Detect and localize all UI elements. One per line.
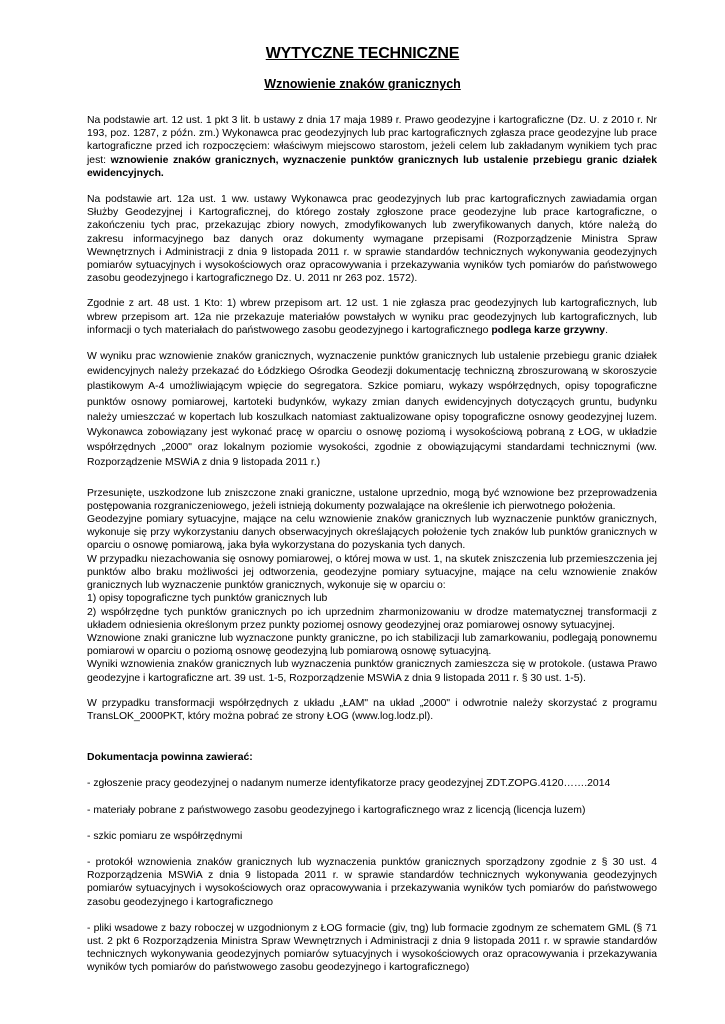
paragraph-legal-basis bbox=[87, 114, 657, 180]
paragraph-documentation-delivery: W wyniku prac wznowienie znaków granicznych, wyznaczenie punktów granicznych lub ustalenie przebiegu granic działek ewidencyjnych należy przekazać do Łódzkiego Ośrodka Geodezji dokumentację techniczną zbroszurowaną w skoroszycie plastikowym A-4 umożliwiającym wpięcie do segregatora. Szkice pomiaru, wykazy współrzędnych, opisy topograficzne punktów osnowy pomiarowej, kartoteki budynków, wykazy zmian danych ewidencyjnych dotyczących gruntu, budynku należy umieszczać w kopertach lub koszulkach natomiast zaktualizowane opisy topograficzne osnowy geodezyjnej luzem. Wykonawca zobowiązany jest wykonać pracę w oparciu o osnowę poziomą i wysokościową pobraną z ŁOG, w układzie współrzędnych „2000" oraz lokalnym poziomie wysokości, zgodnie z obowiązującymi standardami technicznymi (ww. Rozporządzenie MSWiA z dnia 9 listopada 2011 r.) bbox=[87, 351, 657, 469]
paragraph-penalty-bold: podlega karze grzywny bbox=[491, 324, 606, 336]
docs-item: - zgłoszenie pracy geodezyjnej o nadanym numerze identyfikatorze pracy geodezyjnej ZDT.ZOPG.4120…….2014 bbox=[87, 778, 611, 790]
restoration-line: Geodezyjne pomiary sytuacyjne, mające na celu wznowienie znaków granicznych lub wyznaczenie punktów granicznych, wykonuje się przy wykorzystaniu danych obserwacyjnych określających położenie tych znaków lub punktów granicznych w oparciu o osnowę pomiarową, jaka była wykorzystana do pozyskania tych danych. bbox=[87, 514, 657, 552]
restoration-line: 2) współrzędne tych punktów granicznych po ich uprzednim zharmonizowaniu w drodze matematycznej transformacji z układem odniesienia określonym przez punkty poziomej osnowy geodezyjnej oraz pomiarowej osnowy sytuacyjnej. bbox=[87, 606, 657, 631]
docs-heading: Dokumentacja powinna zawierać: bbox=[87, 752, 253, 764]
paragraph-group-restoration bbox=[87, 487, 657, 685]
paragraph-penalty-text: Zgodnie z art. 48 ust. 1 Kto: 1) wbrew przepisom art. 12 ust. 1 nie zgłasza prac geodezyjnych lub kartograficznych, lub wbrew przepisom art. 12a nie przekazuje materiałów powstałych w wyniku prac geodezyjnych lub kartograficznych, lub informacji o tych materiałach do państwowego zasobu geodezyjnego i kartograficznego bbox=[87, 298, 657, 336]
document-subtitle: Wznowienie znaków granicznych bbox=[264, 77, 461, 91]
paragraph-penalty-end: . bbox=[605, 324, 608, 336]
docs-item: - szkic pomiaru ze współrzędnymi bbox=[87, 830, 243, 842]
restoration-line: Wyniki wznowienia znaków granicznych lub wyznaczenia punktów granicznych zamieszcza się w protokole. (ustawa Prawo geodezyjne i kartograficzne art. 39 ust. 1-5, Rozporządzenie MSWiA z dnia 9 listopada 2011 r. § 30 ust. 1-5). bbox=[87, 659, 657, 684]
docs-item: - pliki wsadowe z bazy roboczej w uzgodnionym z ŁOG formacie (giv, tng) lub formacie zgodnym ze schematem GML (§ 71 ust. 2 pkt 6 Rozporządzenia Ministra Spraw Wewnętrznych i Administracji z dnia 9 listopada 2011 r. w sprawie standardów technicznych wykonywania geodezyjnych pomiarów sytuacyjnych i wysokościowych oraz opracowywania i przekazywania wyników tych pomiarów do państwowego zasobu geodezyjnego i kartograficznego) bbox=[87, 922, 657, 974]
restoration-line: 1) opisy topograficzne tych punktów granicznych lub bbox=[87, 593, 328, 605]
docs-item: - protokół wznowienia znaków granicznych lub wyznaczenia punktów granicznych sporządzony zgodnie z § 30 ust. 4 Rozporządzenia MSWiA z dnia 9 listopada 2011 r. w sprawie standardów technicznych wykonywania geodezyjnych pomiarów sytuacyjnych i wysokościowych oraz opracowywania i przekazywania wyników tych pomiarów do państwowego zasobu geodezyjnego i kartograficznego bbox=[87, 856, 657, 908]
paragraph-transformation: W przypadku transformacji współrzędnych z układu „ŁAM" na układ „2000" i odwrotnie należy skorzystać z programu TransLOK_2000PKT, który można pobrać ze strony ŁOG (www.log.lodz.pl). bbox=[87, 697, 657, 722]
paragraph-notification: Na podstawie art. 12a ust. 1 ww. ustawy Wykonawca prac geodezyjnych lub prac kartograficznych zawiadamia organ Służby Geodezyjnej i Kartograficznej, do którego zostały zgłoszone prace geodezyjne lub prace kartograficzne, o zakończeniu tych prac, przekazując zbiory nowych, zmodyfikowanych lub zweryfikowanych danych, które należą do zakresu informacyjnego baz danych oraz dokumenty wymagane przepisami (Rozporządzenie Ministra Spraw Wewnętrznych i Administracji z dnia 9 listopada 2011 r. w sprawie standardów technicznych wykonywania geodezyjnych pomiarów sytuacyjnych i wysokościowych oraz opracowywania i przekazywania wyników tych pomiarów do państwowego zasobu geodezyjnego i kartograficznego Dz. U. 2011 nr 263 poz. 1572). bbox=[87, 194, 657, 285]
document-title: WYTYCZNE TECHNICZNE bbox=[265, 45, 460, 62]
paragraph-legal-basis-text: Na podstawie art. 12 ust. 1 pkt 3 lit. b ustawy z dnia 17 maja 1989 r. Prawo geodezyjne i kartograficzne (Dz. U. z 2010 r. Nr 193, poz. 1287, z późn. zm.) Wykonawca prac geodezyjnych lub prac kartograficznych zgłasza prace geodezyjne lub prace kartograficzne przed ich rozpoczęciem: właściwym miejscowo starostom, jeżeli celem lub zakładanym wynikiem tych prac jest: bbox=[87, 115, 657, 166]
paragraph-penalty bbox=[87, 297, 657, 337]
restoration-line: W przypadku niezachowania się osnowy pomiarowej, o której mowa w ust. 1, na skutek zniszczenia lub przemieszczenia jej punktów albo braku możliwości jej odtworzenia, geodezyjne pomiary sytuacyjne, mające na celu wznowienie znaków granicznych lub wyznaczenie punktów granicznych, wykonuje się w oparciu o: bbox=[87, 553, 657, 592]
paragraph-legal-basis-bold: wznowienie znaków granicznych, wyznaczenie punktów granicznych lub ustalenie przebiegu granic działek ewidencyjnych. bbox=[87, 154, 657, 179]
document-body bbox=[87, 114, 657, 975]
docs-item: - materiały pobrane z państwowego zasobu geodezyjnego i kartograficznego wraz z licencją (licencja luzem) bbox=[87, 804, 586, 816]
restoration-line: Wznowione znaki graniczne lub wyznaczone punkty graniczne, po ich stabilizacji lub zamarkowaniu, podlegają ponownemu pomiarowi w oparciu o poziomą osnowę geodezyjną lub pomiarową osnowę sytuacyjną. bbox=[87, 632, 657, 658]
restoration-line: Przesunięte, uszkodzone lub zniszczone znaki graniczne, ustalone uprzednio, mogą być wznowione bez przeprowadzenia postępowania rozgraniczeniowego, jeżeli istnieją dokumenty pozwalające na określenie ich pierwotnego położenia. bbox=[87, 487, 657, 512]
